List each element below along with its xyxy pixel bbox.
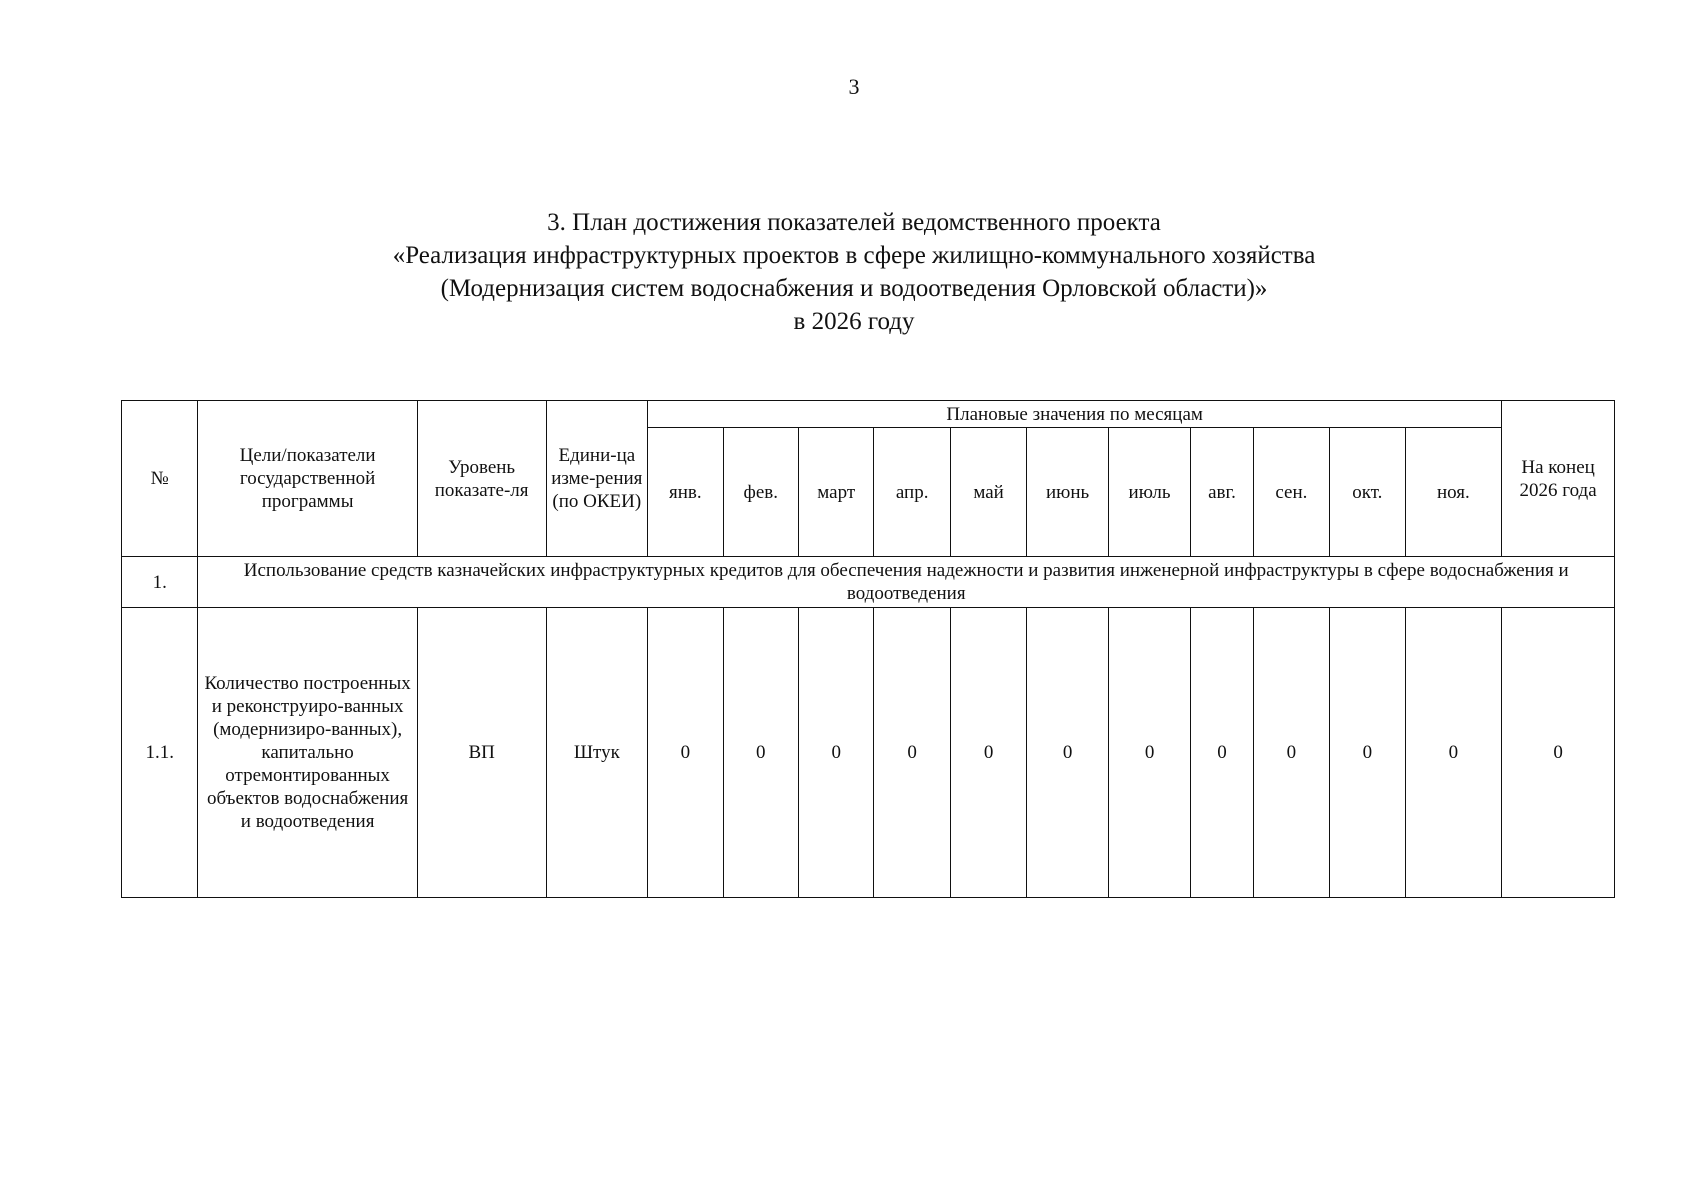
row-month-value: 0 xyxy=(1108,608,1190,898)
row-month-value: 0 xyxy=(1330,608,1405,898)
row-month-value: 0 xyxy=(1253,608,1329,898)
header-month: апр. xyxy=(874,428,950,557)
header-level: Уровень показате-ля xyxy=(417,401,546,557)
row-level: ВП xyxy=(417,608,546,898)
header-monthly-group: Плановые значения по месяцам xyxy=(648,401,1502,428)
header-month: янв. xyxy=(648,428,723,557)
row-month-value: 0 xyxy=(799,608,874,898)
row-num: 1.1. xyxy=(122,608,198,898)
header-month: фев. xyxy=(723,428,798,557)
row-unit: Штук xyxy=(546,608,648,898)
header-month: сен. xyxy=(1253,428,1329,557)
header-month: окт. xyxy=(1330,428,1405,557)
header-goal: Цели/показатели государственной программы xyxy=(198,401,417,557)
header-end-of-year: На конец 2026 года xyxy=(1502,401,1615,557)
row-month-value: 0 xyxy=(1191,608,1253,898)
header-month: май xyxy=(950,428,1026,557)
row-month-value: 0 xyxy=(874,608,950,898)
row-month-value: 0 xyxy=(1405,608,1502,898)
title-line-4: в 2026 году xyxy=(793,308,915,335)
row-month-value: 0 xyxy=(723,608,798,898)
row-month-value: 0 xyxy=(950,608,1026,898)
row-indicator: Количество построенных и реконструиро-ванных (модернизиро-ванных), капитально отремонтированных объектов водоснабжения и водоотведения xyxy=(198,608,417,898)
header-unit: Едини-ца изме-рения (по ОКЕИ) xyxy=(546,401,648,557)
header-num: № xyxy=(122,401,198,557)
title-line-3: (Модернизация систем водоснабжения и водоотведения Орловской области)» xyxy=(440,275,1268,302)
indicators-plan-table xyxy=(121,400,1615,898)
header-month: июнь xyxy=(1027,428,1108,557)
document-title xyxy=(0,206,1708,338)
title-line-2: «Реализация инфраструктурных проектов в сфере жилищно-коммунального хозяйства xyxy=(392,242,1316,269)
section-title: Использование средств казначейских инфраструктурных кредитов для обеспечения надежности и развития инженерной инфраструктуры в сфере водоснабжения и водоотведения xyxy=(198,557,1615,608)
header-month: июль xyxy=(1108,428,1190,557)
table-row xyxy=(122,608,1615,898)
header-month: ноя. xyxy=(1405,428,1502,557)
row-end-value: 0 xyxy=(1502,608,1615,898)
row-month-value: 0 xyxy=(1027,608,1108,898)
page-number: 3 xyxy=(848,74,860,99)
section-num: 1. xyxy=(122,557,198,608)
header-month: март xyxy=(799,428,874,557)
title-line-1: 3. План достижения показателей ведомственного проекта xyxy=(547,209,1161,236)
header-month: авг. xyxy=(1191,428,1253,557)
row-month-value: 0 xyxy=(648,608,723,898)
